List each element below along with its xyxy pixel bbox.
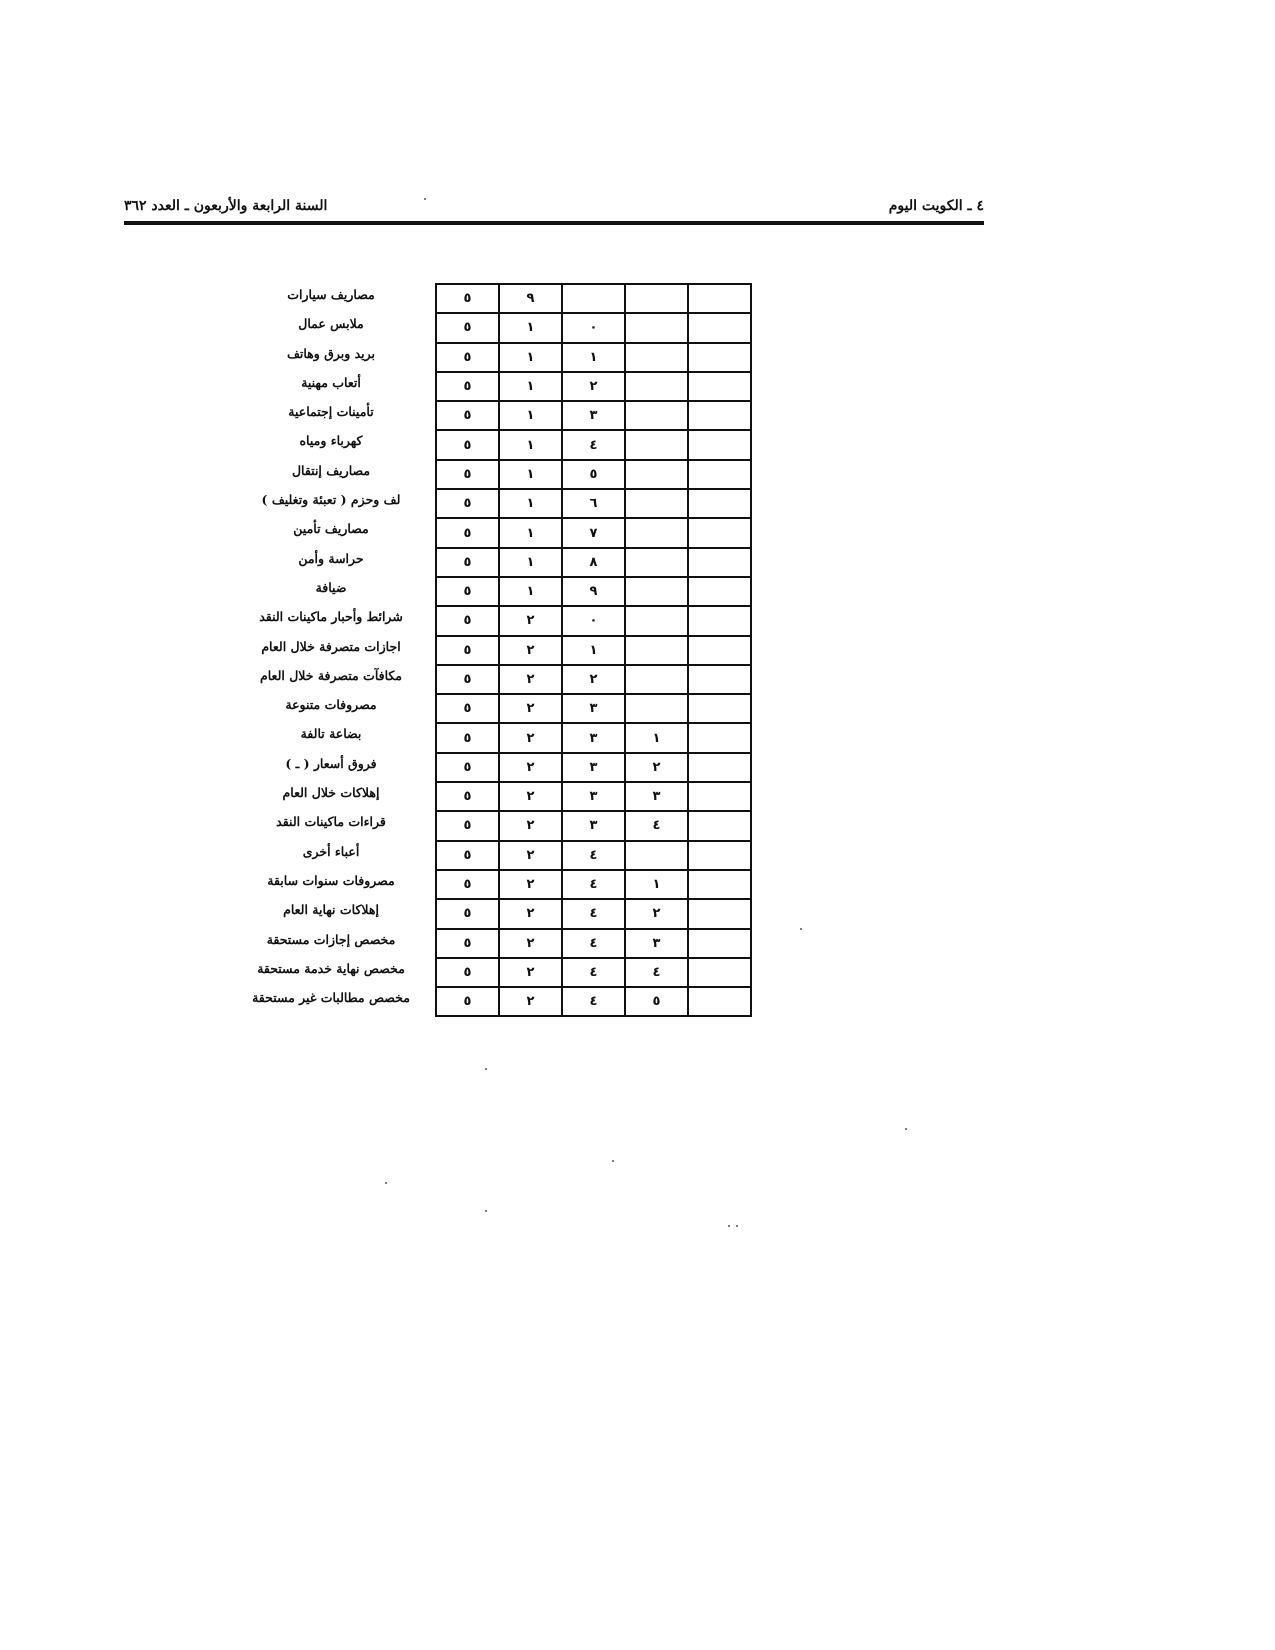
code-cell: ٤ xyxy=(562,987,625,1016)
code-cell: ١ xyxy=(499,401,562,430)
code-cell: ١ xyxy=(499,518,562,547)
account-label: إهلاكات نهاية العام xyxy=(283,902,379,918)
account-label: قراءات ماكينات النقد xyxy=(276,814,386,830)
code-cell: ٢ xyxy=(499,606,562,635)
code-cell: ٢ xyxy=(499,694,562,723)
table-row xyxy=(436,372,751,401)
code-cell: ٥ xyxy=(436,430,499,459)
table-row xyxy=(436,636,751,665)
account-label: شرائط وأحبار ماكينات النقد xyxy=(259,609,403,625)
code-cell xyxy=(688,987,751,1016)
scan-speck xyxy=(800,928,802,930)
table-row xyxy=(436,313,751,342)
code-cell xyxy=(688,577,751,606)
code-cell: ١ xyxy=(499,313,562,342)
code-cell xyxy=(625,460,688,489)
code-cell: ٢ xyxy=(499,841,562,870)
code-cell: ٥ xyxy=(436,518,499,547)
code-cell: ٠ xyxy=(562,313,625,342)
code-cell: ٤ xyxy=(562,870,625,899)
code-cell: ١ xyxy=(499,489,562,518)
code-cell: ٥ xyxy=(436,929,499,958)
code-cell xyxy=(688,665,751,694)
code-cell: ١ xyxy=(499,460,562,489)
code-cell xyxy=(625,548,688,577)
code-cell xyxy=(625,313,688,342)
table-row xyxy=(436,841,751,870)
code-cell: ٥ xyxy=(436,489,499,518)
code-cell xyxy=(688,636,751,665)
scan-speck xyxy=(905,1128,907,1130)
code-cell xyxy=(625,665,688,694)
code-cell: ٥ xyxy=(436,987,499,1016)
code-cell: ٥ xyxy=(436,548,499,577)
code-cell xyxy=(625,694,688,723)
account-label: مصاريف إنتقال xyxy=(291,462,371,478)
table-row xyxy=(436,987,751,1016)
code-cell: ٥ xyxy=(436,313,499,342)
code-cell xyxy=(625,841,688,870)
code-cell xyxy=(625,284,688,313)
code-cell: ٢ xyxy=(499,636,562,665)
code-cell: ١ xyxy=(625,723,688,752)
code-cell: ٥ xyxy=(436,723,499,752)
table-row xyxy=(436,929,751,958)
code-cell xyxy=(688,313,751,342)
table-row xyxy=(436,401,751,430)
code-cell: ٣ xyxy=(562,723,625,752)
scan-speck xyxy=(485,1068,487,1070)
code-cell xyxy=(688,372,751,401)
table-row xyxy=(436,577,751,606)
code-cell xyxy=(688,899,751,928)
code-cell: ٤ xyxy=(562,929,625,958)
code-cell xyxy=(688,811,751,840)
account-label: بريد وبرق وهاتف xyxy=(286,345,376,361)
page-header xyxy=(124,198,984,218)
code-cell: ٥ xyxy=(436,753,499,782)
code-cell xyxy=(688,841,751,870)
table-row xyxy=(436,870,751,899)
scan-speck xyxy=(424,198,426,200)
table-row xyxy=(436,665,751,694)
account-label: مصروفات سنوات سابقة xyxy=(267,872,395,888)
code-cell: ٥ xyxy=(625,987,688,1016)
account-label: ملابس عمال xyxy=(298,316,364,332)
code-cell: ٢ xyxy=(499,782,562,811)
code-cell xyxy=(625,489,688,518)
code-cell: ١ xyxy=(562,343,625,372)
code-cell xyxy=(625,606,688,635)
scan-speck xyxy=(736,1225,738,1227)
code-cell: ٥ xyxy=(436,636,499,665)
account-label: كهرباء ومياه xyxy=(299,433,363,449)
account-label: حراسة وأمن xyxy=(298,550,364,566)
scan-speck xyxy=(612,1160,614,1162)
code-cell: ٢ xyxy=(625,899,688,928)
code-cell: ٣ xyxy=(562,401,625,430)
account-label: مكافآت متصرفة خلال العام xyxy=(259,667,403,683)
account-label: بضاعة تالفة xyxy=(300,726,362,742)
code-cell: ٤ xyxy=(562,958,625,987)
account-label: اجازات متصرفة خلال العام xyxy=(261,638,401,654)
code-cell: ٢ xyxy=(499,665,562,694)
account-label: أتعاب مهنية xyxy=(301,374,361,390)
code-cell: ٥ xyxy=(436,460,499,489)
code-cell xyxy=(688,782,751,811)
code-cell xyxy=(562,284,625,313)
table-row xyxy=(436,518,751,547)
code-cell: ٩ xyxy=(562,577,625,606)
code-cell: ٤ xyxy=(562,430,625,459)
code-cell: ٢ xyxy=(562,372,625,401)
code-cell: ١ xyxy=(499,343,562,372)
code-cell: ١ xyxy=(625,870,688,899)
code-cell: ٧ xyxy=(562,518,625,547)
code-cell: ٤ xyxy=(562,899,625,928)
code-cell: ٣ xyxy=(562,782,625,811)
code-cell xyxy=(688,870,751,899)
table-row xyxy=(436,548,751,577)
account-label: مصاريف تأمين xyxy=(293,521,369,537)
code-cell: ١ xyxy=(499,372,562,401)
code-cell xyxy=(625,518,688,547)
code-cell: ٤ xyxy=(562,841,625,870)
code-cell: ٢ xyxy=(499,987,562,1016)
table-row xyxy=(436,782,751,811)
table-row xyxy=(436,430,751,459)
account-label: أعباء أخرى xyxy=(302,843,360,859)
code-cell: ٥ xyxy=(436,343,499,372)
account-label: ضيافة xyxy=(315,579,347,595)
code-cell: ٥ xyxy=(436,870,499,899)
code-cell xyxy=(625,430,688,459)
header-rule xyxy=(124,221,984,225)
code-cell xyxy=(688,723,751,752)
code-cell: ٥ xyxy=(436,284,499,313)
code-cell xyxy=(625,343,688,372)
code-cell xyxy=(688,518,751,547)
code-cell xyxy=(625,372,688,401)
account-label: إهلاكات خلال العام xyxy=(282,785,380,801)
code-cell: ٢ xyxy=(499,870,562,899)
code-cell: ٥ xyxy=(436,841,499,870)
code-cell: ٢ xyxy=(499,929,562,958)
table-row xyxy=(436,606,751,635)
code-cell: ٥ xyxy=(436,958,499,987)
code-cell xyxy=(688,401,751,430)
table-row xyxy=(436,723,751,752)
code-cell xyxy=(688,343,751,372)
issue-info: السنة الرابعة والأربعون ـ العدد ٣٦٢ xyxy=(124,198,328,214)
scan-speck xyxy=(385,1182,387,1184)
account-label: مصاريف سيارات xyxy=(287,287,375,302)
code-cell: ٢ xyxy=(499,723,562,752)
code-cell: ٣ xyxy=(562,694,625,723)
code-cell xyxy=(688,548,751,577)
account-label: مخصص إجازات مستحقة xyxy=(266,931,396,947)
code-cell: ٦ xyxy=(562,489,625,518)
code-cell xyxy=(688,460,751,489)
table-row xyxy=(436,811,751,840)
code-cell: ٢ xyxy=(625,753,688,782)
code-cell xyxy=(625,577,688,606)
code-cell: ١ xyxy=(562,636,625,665)
code-cell: ٥ xyxy=(436,665,499,694)
code-cell xyxy=(688,929,751,958)
code-cell: ٥ xyxy=(436,694,499,723)
code-cell xyxy=(688,694,751,723)
code-cell: ٥ xyxy=(436,811,499,840)
account-label: فروق أسعار ( ـ ) xyxy=(285,755,377,771)
code-cell xyxy=(688,958,751,987)
code-cell: ٤ xyxy=(625,958,688,987)
code-cell: ٢ xyxy=(499,958,562,987)
table-row xyxy=(436,489,751,518)
table-row xyxy=(436,958,751,987)
code-cell: ٥ xyxy=(436,782,499,811)
table-row xyxy=(436,343,751,372)
code-cell: ٥ xyxy=(436,401,499,430)
code-cell xyxy=(688,489,751,518)
account-label: لف وحزم ( تعبئة وتغليف ) xyxy=(261,492,401,508)
table-row xyxy=(436,753,751,782)
code-cell xyxy=(688,753,751,782)
scan-speck xyxy=(728,1225,730,1227)
code-cell: ١ xyxy=(499,430,562,459)
code-cell: ١ xyxy=(499,577,562,606)
publication-title: ٤ ـ الكويت اليوم xyxy=(888,198,984,214)
code-cell: ٠ xyxy=(562,606,625,635)
table-row xyxy=(436,284,751,313)
code-cell: ٥ xyxy=(436,606,499,635)
code-cell: ٢ xyxy=(562,665,625,694)
code-cell: ٣ xyxy=(562,753,625,782)
code-cell xyxy=(625,401,688,430)
code-cell: ٥ xyxy=(436,577,499,606)
account-code-table xyxy=(435,283,752,1017)
account-label: مخصص مطالبات غير مستحقة xyxy=(252,990,410,1006)
account-label: مخصص نهاية خدمة مستحقة xyxy=(257,960,405,976)
account-label: مصروفات متنوعة xyxy=(285,697,377,713)
code-cell: ٥ xyxy=(436,899,499,928)
table-row xyxy=(436,460,751,489)
code-cell: ٢ xyxy=(499,753,562,782)
code-cell: ٣ xyxy=(625,929,688,958)
code-cell: ٢ xyxy=(499,811,562,840)
account-label: تأمينات إجتماعية xyxy=(288,404,374,420)
code-cell: ٤ xyxy=(625,811,688,840)
code-cell xyxy=(625,636,688,665)
code-cell: ١ xyxy=(499,548,562,577)
code-cell: ٣ xyxy=(562,811,625,840)
table-row xyxy=(436,694,751,723)
code-cell: ٩ xyxy=(499,284,562,313)
code-cell: ٥ xyxy=(436,372,499,401)
scan-speck xyxy=(485,1210,487,1212)
code-cell xyxy=(688,606,751,635)
account-labels xyxy=(230,280,432,1012)
code-cell xyxy=(688,430,751,459)
code-cell: ٢ xyxy=(499,899,562,928)
code-cell: ٣ xyxy=(625,782,688,811)
code-cell: ٥ xyxy=(562,460,625,489)
code-cell xyxy=(688,284,751,313)
table-row xyxy=(436,899,751,928)
code-cell: ٨ xyxy=(562,548,625,577)
